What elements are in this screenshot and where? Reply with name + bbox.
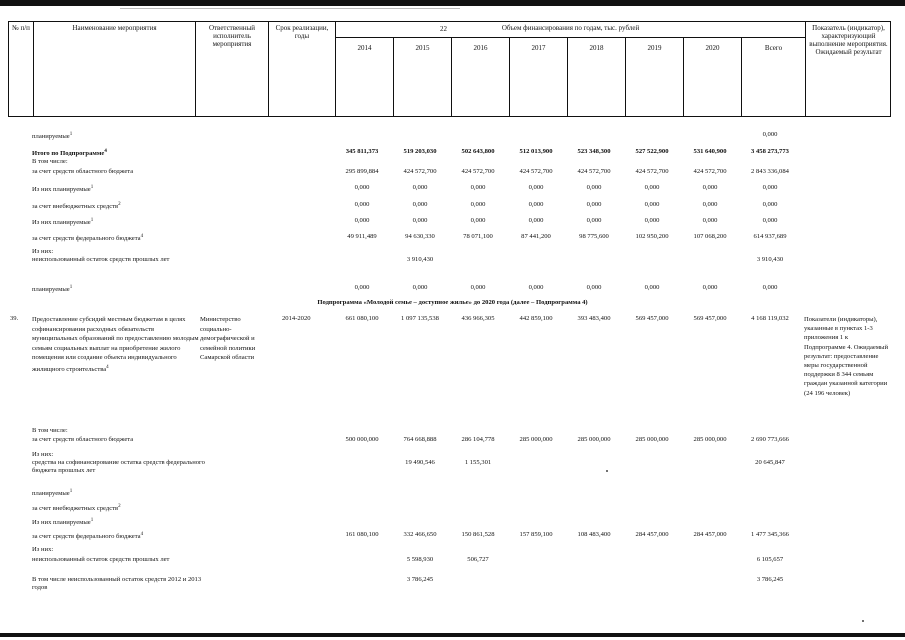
scan-speck: [862, 620, 864, 622]
row-value: 3 910,430: [756, 256, 784, 263]
header-year-2020: 2020: [705, 44, 720, 52]
row-value: 0,000: [702, 184, 718, 191]
row-value: 87 441,200: [521, 233, 551, 240]
row-value: 0,000: [586, 217, 602, 224]
row-value: 0,000: [762, 131, 778, 138]
row-value: 0,000: [644, 284, 660, 291]
row-label: неиспользованный остаток средств прошлых лет: [32, 256, 170, 263]
row-value: 500 000,000: [345, 436, 379, 443]
row-value: 424 572,700: [461, 168, 495, 175]
item-number: 39.: [10, 315, 19, 322]
row-label: Из них планируемые$^1$: [32, 185, 94, 193]
row-value: 161 080,100: [345, 531, 379, 538]
row-value: 0,000: [586, 284, 602, 291]
row-value: 0,000: [412, 284, 428, 291]
header-term: Срок реализации, годы: [275, 24, 329, 40]
row-label: Из них:: [32, 451, 54, 458]
header-year-2014: 2014: [357, 44, 372, 52]
header-responsible: Ответственный исполнитель мероприятия: [208, 24, 256, 48]
row-label: планируемые$^1$: [32, 132, 73, 140]
row-value: 284 457,000: [635, 531, 669, 538]
row-value: 0,000: [470, 217, 486, 224]
row-value: 0,000: [586, 184, 602, 191]
table-header: [8, 21, 891, 117]
header-year-2015: 2015: [415, 44, 430, 52]
header-year-2019: 2019: [647, 44, 662, 52]
header-financing: Объем финансирования по годам, тыс. рублей: [501, 24, 640, 32]
scan-border-top: [0, 0, 905, 6]
row-value: 3 786,245: [756, 576, 784, 583]
row-value: 108 483,400: [577, 531, 611, 538]
row-value: 0,000: [354, 284, 370, 291]
row-value: 424 572,700: [577, 168, 611, 175]
row-value: 0,000: [702, 217, 718, 224]
row-value: 0,000: [644, 217, 660, 224]
header-total: Всего: [764, 44, 783, 52]
row-value: 0,000: [702, 284, 718, 291]
row-value: 286 104,778: [461, 436, 495, 443]
row-label: Из них планируемые$^1$: [32, 218, 94, 226]
item-value: 393 483,400: [577, 315, 611, 322]
row-value: 98 775,600: [579, 233, 609, 240]
row-value: 3 786,245: [406, 576, 434, 583]
scan-border-bottom: [0, 633, 905, 637]
row-label: за счет средств областного бюджета: [32, 436, 134, 443]
row-value: 0,000: [354, 217, 370, 224]
row-value: 94 630,330: [405, 233, 435, 240]
subprogram-title: Подпрограмма «Молодой семье – доступное жилье» до 2020 года (далее – Подпрограмма 4): [317, 299, 588, 306]
row-value: 6 105,657: [756, 556, 784, 563]
row-value: 502 643,800: [461, 148, 495, 155]
row-value: 0,000: [412, 201, 428, 208]
row-value: 2 843 336,084: [751, 168, 789, 175]
row-value: 527 522,900: [635, 148, 669, 155]
row-value: 614 937,689: [753, 233, 787, 240]
row-value: 1 155,301: [464, 459, 492, 466]
row-value: 424 572,700: [519, 168, 553, 175]
row-value: 523 348,300: [577, 148, 611, 155]
row-value: 2 690 773,666: [751, 436, 789, 443]
row-label: за счет средств федерального бюджета$^4$: [32, 234, 144, 242]
item-value: 442 859,100: [519, 315, 553, 322]
item-indicator: Показатели (индикаторы), указанные в пунктах 1-3 приложения 1 к Подпрограмме 4. Ожидаемый результат: предоставление меры государственной поддержки 8 344 семьям граждан указанной категории (24 196 человек): [804, 316, 888, 397]
row-value: 512 013,900: [519, 148, 553, 155]
row-value: 19 490,546: [405, 459, 435, 466]
row-value: 764 668,888: [403, 436, 437, 443]
row-value: 0,000: [762, 217, 778, 224]
row-label: В том числе неиспользованный остаток средств 2012 и 2013 годов: [32, 576, 202, 591]
header-number: № п/п: [12, 24, 30, 32]
row-value: 0,000: [528, 201, 544, 208]
header-year-2017: 2017: [531, 44, 546, 52]
row-value: 295 899,884: [345, 168, 379, 175]
row-value: 49 911,489: [347, 233, 377, 240]
row-label: за счет средств федерального бюджета$^4$: [32, 532, 144, 540]
row-value: 0,000: [470, 284, 486, 291]
row-value: 20 645,847: [755, 459, 785, 466]
row-value: 0,000: [528, 217, 544, 224]
row-value: 0,000: [762, 284, 778, 291]
row-value: 3 458 273,773: [751, 148, 789, 155]
row-value: 3 910,430: [406, 256, 434, 263]
row-value: 157 859,100: [519, 531, 553, 538]
item-responsible: Министерство социально-демографической и семейной политики Самарской области: [200, 316, 256, 362]
item-value: 569 457,000: [693, 315, 727, 322]
row-label: В том числе:: [32, 427, 68, 434]
row-value: 0,000: [412, 217, 428, 224]
row-label: Из них планируемые$^1$: [32, 518, 94, 526]
scan-speck: [606, 470, 608, 472]
header-year-2018: 2018: [589, 44, 604, 52]
row-value: 0,000: [644, 201, 660, 208]
item-value: 661 080,100: [345, 315, 379, 322]
row-label: планируемые$^1$: [32, 285, 73, 293]
row-value: 0,000: [470, 184, 486, 191]
row-value: 5 598,930: [406, 556, 434, 563]
row-value: 0,000: [586, 201, 602, 208]
row-label: Из них:: [32, 546, 54, 553]
row-value: 424 572,700: [403, 168, 437, 175]
row-label: за счет средств областного бюджета: [32, 168, 134, 175]
row-label: Из них:: [32, 248, 54, 255]
item-value: 1 097 135,538: [401, 315, 439, 322]
row-value: 78 071,100: [463, 233, 493, 240]
row-value: 332 466,650: [403, 531, 437, 538]
scan-artifact-line: [120, 8, 460, 9]
row-label: неиспользованный остаток средств прошлых лет: [32, 556, 170, 563]
row-value: 0,000: [412, 184, 428, 191]
row-label: за счет внебюджетных средств$^2$: [32, 202, 121, 210]
row-value: 0,000: [470, 201, 486, 208]
row-value: 0,000: [528, 284, 544, 291]
row-value: 506,727: [467, 556, 489, 563]
row-value: 0,000: [762, 201, 778, 208]
row-value: 284 457,000: [693, 531, 727, 538]
item-value: 436 966,305: [461, 315, 495, 322]
row-value: 1 477 345,366: [751, 531, 789, 538]
row-label: Итого по Подпрограмме$^4$: [32, 149, 107, 157]
row-label: В том числе:: [32, 158, 68, 165]
row-value: 0,000: [702, 201, 718, 208]
item-term: 2014-2020: [282, 315, 311, 322]
item-value: 569 457,000: [635, 315, 669, 322]
header-name: Наименование мероприятия: [72, 24, 157, 32]
row-value: 519 203,030: [403, 148, 437, 155]
row-value: 285 000,000: [519, 436, 553, 443]
row-value: 285 000,000: [693, 436, 727, 443]
row-value: 102 950,200: [635, 233, 669, 240]
page-number: 22: [440, 25, 447, 33]
row-value: 0,000: [528, 184, 544, 191]
row-value: 0,000: [644, 184, 660, 191]
row-value: 285 000,000: [635, 436, 669, 443]
item-name: Предоставление субсидий местным бюджетам в целях софинансирования расходных обязательств муниципальных образований по предоставлению молодым семьям социальных выплат на приобретение жилого помещения или создание объекта индивидуального жилищного строительства$^4$: [32, 316, 199, 373]
header-indicator: Показатель (индикатор), характеризующий выполнение мероприятия. Ожидаемый результат: [809, 24, 888, 56]
row-value: 150 861,528: [461, 531, 495, 538]
row-label: за счет внебюджетных средств$^2$: [32, 504, 121, 512]
row-value: 531 640,900: [693, 148, 727, 155]
row-value: 424 572,700: [693, 168, 727, 175]
row-value: 424 572,700: [635, 168, 669, 175]
header-year-2016: 2016: [473, 44, 488, 52]
row-value: 0,000: [354, 201, 370, 208]
row-value: 285 000,000: [577, 436, 611, 443]
row-value: 107 068,200: [693, 233, 727, 240]
row-label: планируемые$^1$: [32, 489, 73, 497]
row-value: 345 811,373: [345, 148, 379, 155]
item-value: 4 168 119,032: [751, 315, 789, 322]
row-value: 0,000: [762, 184, 778, 191]
row-value: 0,000: [354, 184, 370, 191]
row-label: средства на софинансирование остатка средств федерального бюджета прошлых лет: [32, 459, 205, 474]
